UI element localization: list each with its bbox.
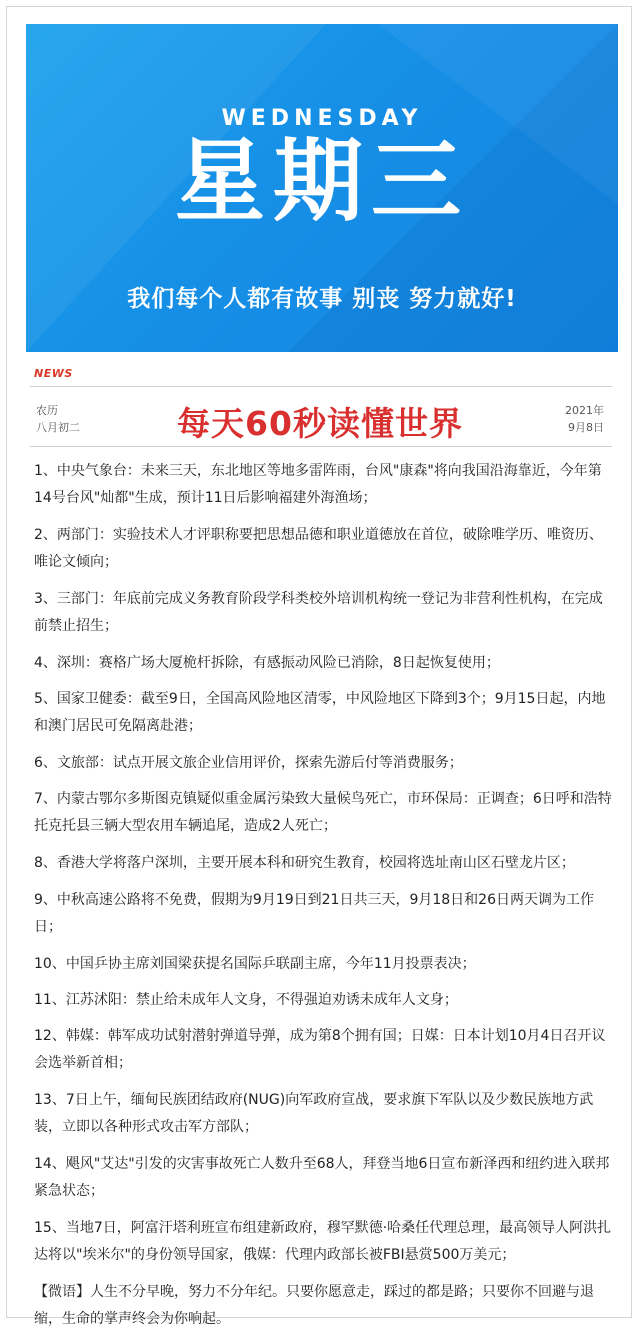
date-year: 2021年 <box>565 404 604 417</box>
news-item: 1、中央气象台：未来三天，东北地区等地多雷阵雨，台风"康森"将向我国沿海靠近，今年第14号台风"灿都"生成，预计11日后影响福建外海渔场； <box>34 463 602 506</box>
news-item: 10、中国乒协主席刘国梁获提名国际乒联副主席，今年11月投票表决； <box>34 956 476 972</box>
news-item: 2、两部门：实验技术人才评职称要把思想品德和职业道德放在首位，破除唯学历、唯资历、唯论文倾向； <box>34 527 603 570</box>
daily-quote: 【微语】人生不分早晚，努力不分年纪。只要你愿意走，踩过的都是路；只要你不回避与退缩，生命的掌声终会为你响起。 <box>34 1284 594 1327</box>
news-item: 9、中秋高速公路将不免费，假期为9月19日到21日共三天，9月18日和26日两天调为工作日； <box>34 892 594 935</box>
weekday-english: WEDNESDAY <box>221 106 423 131</box>
news-list <box>34 458 614 1343</box>
news-item: 15、当地7日，阿富汗塔利班宣布组建新政府，穆罕默德·哈桑任代理总理，最高领导人阿洪扎达将以"埃米尔"的身份领导国家，俄媒：代理内政部长被FBI悬赏500万美元； <box>34 1220 612 1263</box>
news-item: 4、深圳：赛格广场大厦桅杆拆除，有感振动风险已消除，8日起恢复使用； <box>34 655 500 671</box>
banner-slogan: 我们每个人都有故事 别丧 努力就好! <box>127 286 517 312</box>
weekday-chinese: 星期三 <box>175 129 469 234</box>
news-item: 8、香港大学将落户深圳，主要开展本科和研究生教育，校园将选址南山区石壁龙片区； <box>34 855 575 871</box>
news-item: 6、文旅部：试点开展文旅企业信用评价，探索先游后付等消费服务； <box>34 755 463 771</box>
page-title: 每天60秒读懂世界 <box>177 404 463 443</box>
gregorian-date <box>565 402 604 436</box>
lunar-day: 八月初二 <box>36 421 80 434</box>
weekday-banner <box>26 24 618 352</box>
news-item: 11、江苏沭阳：禁止给未成年人文身，不得强迫劝诱未成年人文身； <box>34 992 458 1008</box>
news-item: 14、飓风"艾达"引发的灾害事故死亡人数升至68人，拜登当地6日宣布新泽西和纽约进入联邦紧急状态； <box>34 1156 610 1199</box>
news-item: 13、7日上午，缅甸民族团结政府(NUG)向军政府宣战，要求旗下军队以及少数民族地方武装，立即以各种形式攻击军方部队； <box>34 1092 594 1135</box>
news-item: 12、韩媒：韩军成功试射潜射弹道导弹，成为第8个拥有国；日媒：日本计划10月4日召开议会选举新首相； <box>34 1028 606 1071</box>
news-item: 3、三部门：年底前完成义务教育阶段学科类校外培训机构统一登记为非营利性机构，在完成前禁止招生； <box>34 591 603 634</box>
lunar-label: 农历 <box>36 404 58 417</box>
news-item: 5、国家卫健委：截至9日，全国高风险地区清零，中风险地区下降到3个；9月15日起，内地和澳门居民可免隔离赴港； <box>34 691 606 734</box>
date-day: 9月8日 <box>568 421 604 434</box>
news-label: NEWS <box>34 367 73 380</box>
news-item: 7、内蒙古鄂尔多斯图克镇疑似重金属污染致大量候鸟死亡，市环保局：正调查；6日呼和浩特托克托县三辆大型农用车辆追尾，造成2人死亡； <box>34 791 612 834</box>
divider-top <box>30 386 612 387</box>
divider-bottom <box>30 446 612 447</box>
